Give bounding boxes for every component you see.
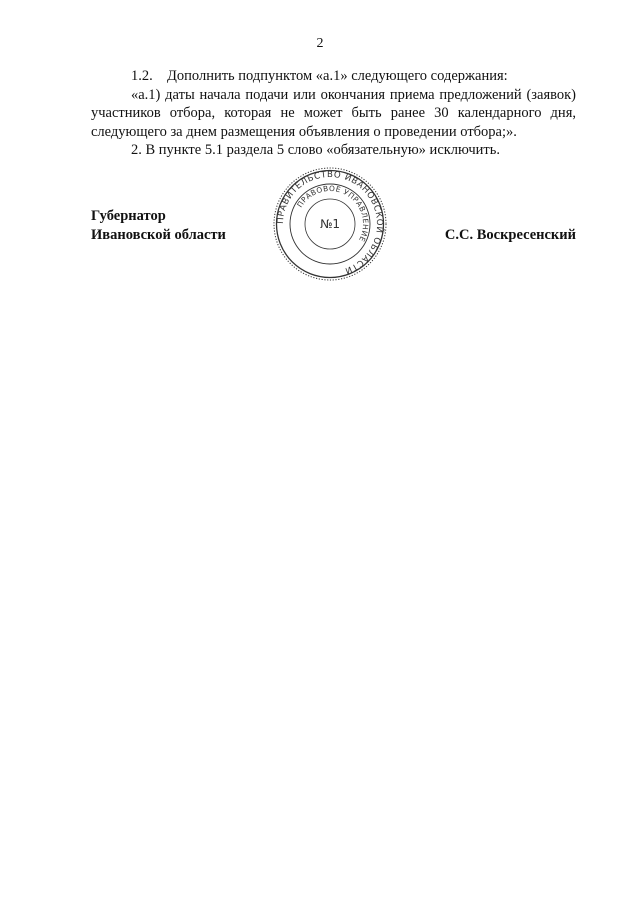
signature-role — [91, 207, 226, 245]
item-1-2 — [91, 67, 576, 86]
item-2: 2. В пункте 5.1 раздела 5 слово «обязательную» исключить. — [131, 142, 500, 158]
seal-inner-text: ПРАВОВОЕ УПРАВЛЕНИЕ — [295, 183, 371, 244]
signature-name: С.С. Воскресенский — [444, 227, 576, 243]
page-number: 2 — [316, 36, 324, 51]
signature-role-line-2: Ивановской области — [91, 227, 226, 243]
document-body — [91, 67, 576, 160]
signature-role-line-1: Губернатор — [91, 208, 166, 224]
item-1-2-number: 1.2. — [131, 68, 153, 84]
official-seal — [272, 166, 388, 282]
seal-center-text: №1 — [319, 217, 341, 231]
item-1-2-text: Дополнить подпунктом «а.1» следующего содержания: — [167, 68, 508, 84]
seal-outer-text: ПРАВИТЕЛЬСТВО ИВАНОВСКОЙ ОБЛАСТИ — [275, 169, 385, 276]
subitem-a1: «а.1) даты начала подачи или окончания приема предложений (заявок) участников отбора, которая не может быть ранее 30 календарного дня, следующего за днем размещения объявления о проведении отбора;». — [91, 86, 576, 140]
